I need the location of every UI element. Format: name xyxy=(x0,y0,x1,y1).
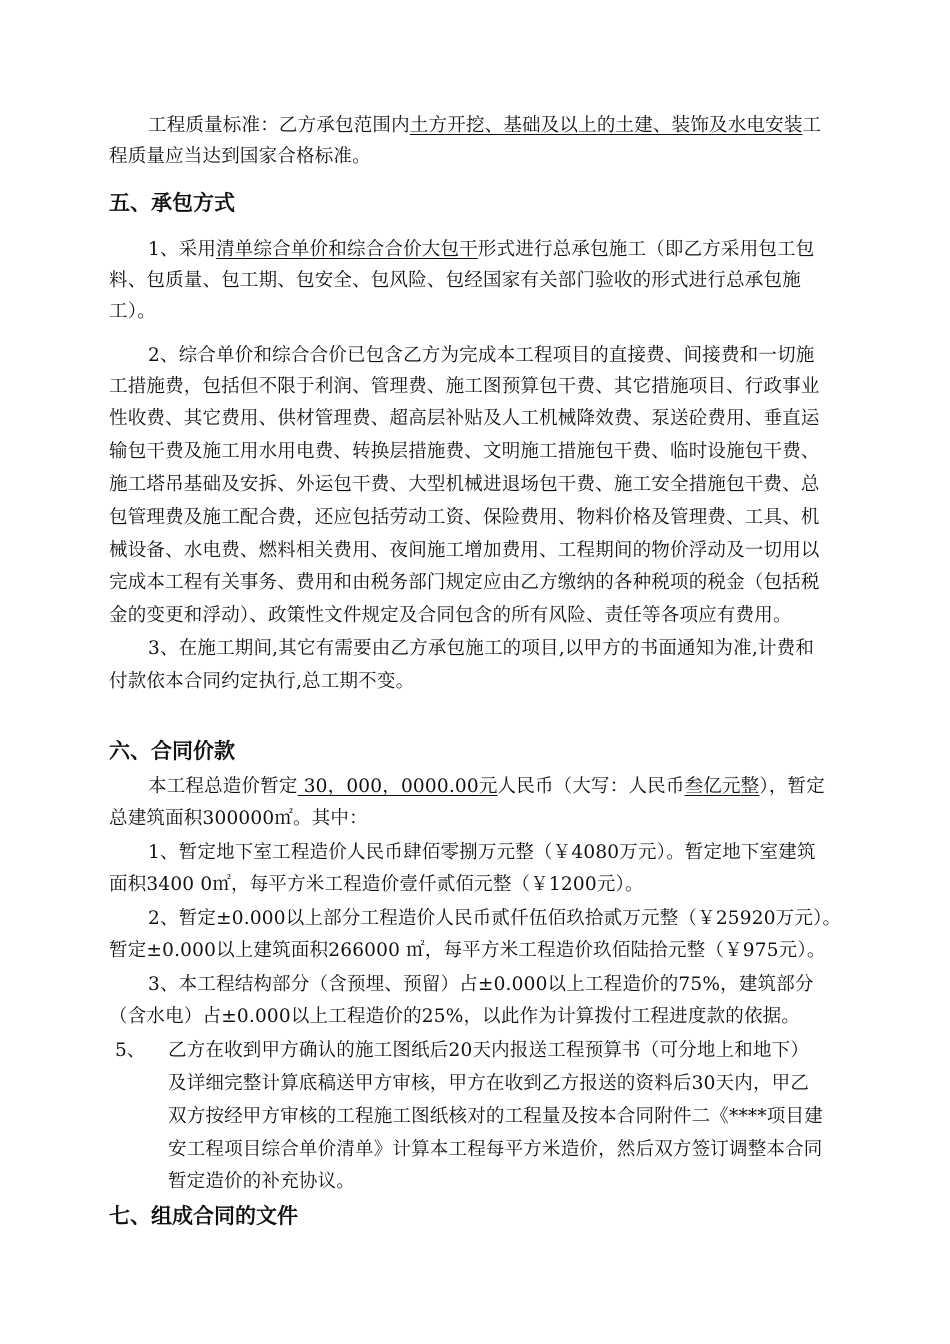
s5-p2-line-5: 施工塔吊基础及安拆、外运包干费、大型机械进退场包干费、施工安全措施包干费、总 xyxy=(109,474,820,495)
s6-item5-number: 5、 xyxy=(115,1040,146,1061)
s6-item5-line-3: 双方按经甲方审核的工程施工图纸核对的工程量及按本合同附件二《****项目建 xyxy=(168,1106,823,1127)
s5-p1-line-2: 料、包质量、包工期、包安全、包风险、包经国家有关部门验收的形式进行总承包施 xyxy=(109,270,801,291)
s6-intro-line-1: 本工程总造价暂定 30，000，0000.00元人民币（大写：人民币叁亿元整），暂定 xyxy=(148,776,825,797)
pricing-method-underline: 清单综合单价和综合合价大包干 xyxy=(216,239,478,260)
section-7-heading: 七、组成合同的文件 xyxy=(109,1204,298,1228)
s6-item5-line-4: 安工程项目综合单价清单》计算本工程每平方米造价，然后双方签订调整本合同 xyxy=(168,1139,823,1160)
s6-item2-line-2: 暂定±0.000以上建筑面积266000 ㎡，每平方米工程造价玖佰陆拾元整（￥975元）。 xyxy=(109,940,826,961)
s5-p2-line-4: 输包干费及施工用水用电费、转换层措施费、文明施工措施包干费、临时设施包干费、 xyxy=(109,441,820,462)
section-5-heading: 五、承包方式 xyxy=(109,191,235,215)
s5-p3-line-1: 3、在施工期间,其它有需要由乙方承包施工的项目,以甲方的书面通知为准,计费和 xyxy=(148,638,815,659)
s5-p2-line-8: 完成本工程有关事务、费用和由税务部门规定应由乙方缴纳的各种税项的税金（包括税 xyxy=(109,572,820,593)
quality-line-1: 工程质量标准：乙方承包范围内土方开挖、基础及以上的土建、装饰及水电安装工 xyxy=(148,115,822,136)
s5-p3-line-2: 付款依本合同约定执行,总工期不变。 xyxy=(109,671,415,692)
s6-item5-line-2: 及详细完整计算底稿送甲方审核，甲方在收到乙方报送的资料后30天内，甲乙 xyxy=(168,1073,810,1094)
s6-item5-line-1: 乙方在收到甲方确认的施工图纸后20天内报送工程预算书（可分地上和地下） xyxy=(168,1040,810,1061)
s5-p2-line-7: 械设备、水电费、燃料相关费用、夜间施工增加费用、工程期间的物价浮动及一切用以 xyxy=(109,540,820,561)
s5-p2-line-9: 金的变更和浮动）、政策性文件规定及合同包含的所有风险、责任等各项应有费用。 xyxy=(109,605,792,626)
s5-p1-line-3: 工）。 xyxy=(109,301,156,322)
quality-line-2: 程质量应当达到国家合格标准。 xyxy=(109,146,371,167)
total-price-underline: 30，000，0000.00元 xyxy=(297,776,498,797)
price-in-words-underline: 叁亿元整 xyxy=(684,776,760,797)
s5-p2-line-3: 性收费、其它费用、供材管理费、超高层补贴及人工机械降效费、泵送砼费用、垂直运 xyxy=(109,408,820,429)
s6-item3-line-1: 3、本工程结构部分（含预埋、预留）占±0.000以上工程造价的75%，建筑部分 xyxy=(148,974,814,995)
s5-p2-line-6: 包管理费及施工配合费，还应包括劳动工资、保险费用、物料价格及管理费、工具、机 xyxy=(109,507,820,528)
s5-p1-line-1: 1、采用清单综合单价和综合合价大包干形式进行总承包施工（即乙方采用包工包 xyxy=(148,239,815,260)
scope-underline: 土方开挖、基础及以上的土建、装饰及水电安装 xyxy=(409,115,803,136)
s5-p2-line-1: 2、综合单价和综合合价已包含乙方为完成本工程项目的直接费、间接费和一切施 xyxy=(148,345,815,366)
s6-intro-line-2: 总建筑面积300000㎡。其中： xyxy=(109,808,368,829)
s6-item3-line-2: （含水电）占±0.000以上工程造价的25%，以此作为计算拨付工程进度款的依据。 xyxy=(109,1006,801,1027)
s6-item2-line-1: 2、暂定±0.000以上部分工程造价人民币贰仟伍佰玖拾贰万元整（￥25920万元）。 xyxy=(148,908,842,929)
section-6-heading: 六、合同价款 xyxy=(109,739,235,763)
s5-p2-line-2: 工措施费，包括但不限于利润、管理费、施工图预算包干费、其它措施项目、行政事业 xyxy=(109,376,820,397)
s6-item1-line-2: 面积3400 0㎡，每平方米工程造价壹仟贰佰元整（￥1200元）。 xyxy=(109,874,644,895)
s6-item1-line-1: 1、暂定地下室工程造价人民币肆佰零捌万元整（￥4080万元）。暂定地下室建筑 xyxy=(148,842,816,863)
s6-item5-line-5: 暂定造价的补充协议。 xyxy=(168,1171,356,1192)
